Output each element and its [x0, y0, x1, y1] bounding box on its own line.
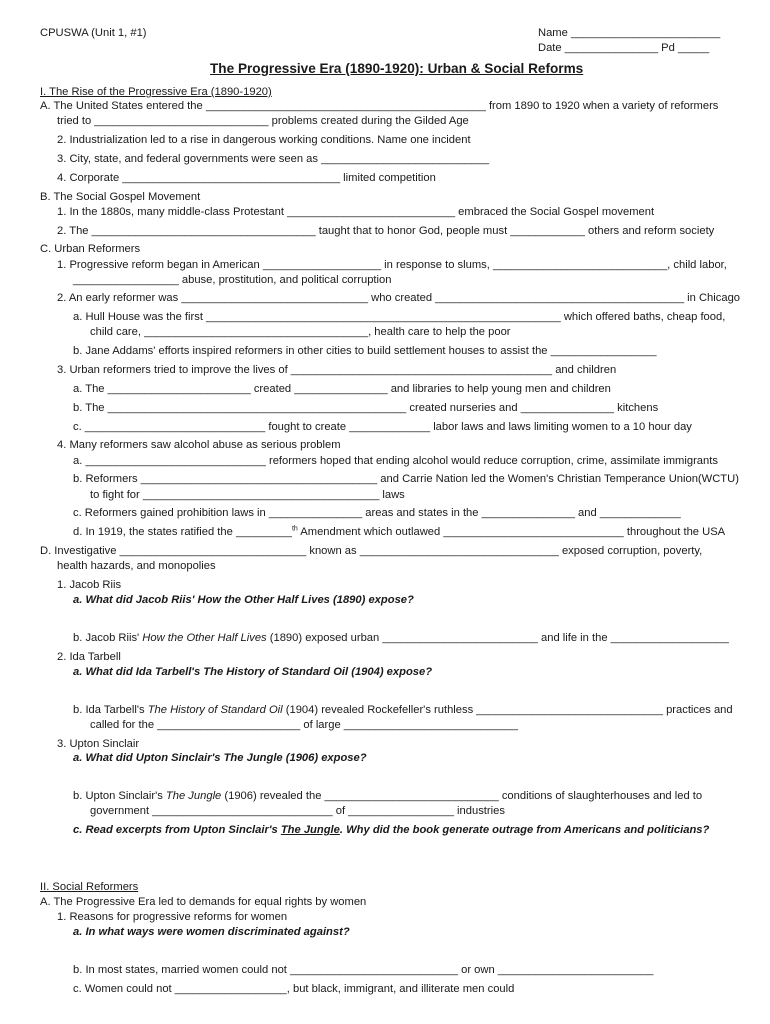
- question-line: a. What did Jacob Riis' How the Other Half Lives (1890) expose?: [73, 594, 414, 606]
- section-heading: I. The Rise of the Progressive Era (1890-1920): [40, 86, 272, 98]
- worksheet-line: D. Investigative ______________________________ known as ________________________________ exposed corruption, poverty,: [40, 545, 703, 557]
- subsection-heading: B. The Social Gospel Movement: [40, 191, 201, 203]
- worksheet-line: tried to ____________________________ problems created during the Gilded Age: [57, 115, 469, 127]
- worksheet-line: 1. In the 1880s, many middle-class Protestant ___________________________ embraced the Social Gospel movement: [57, 206, 655, 218]
- worksheet-line: 1. Reasons for progressive reforms for women: [57, 911, 288, 923]
- book-title: The History of Standard Oil: [147, 704, 283, 716]
- worksheet-line: a. _____________________________ reformers hoped that ending alcohol would reduce corruption, crime, assimilate immigrants: [73, 455, 718, 467]
- worksheet-line: a. Hull House was the first _________________________________________________________ which offered baths, cheap food,: [73, 311, 726, 323]
- worksheet-line: c. _____________________________ fought to create _____________ labor laws and laws limiting women to a 10 hour day: [73, 421, 692, 433]
- line-text: b. Ida Tarbell's: [73, 704, 148, 716]
- worksheet-line: b. The ________________________________________________ created nurseries and _______________ kitchens: [73, 402, 659, 414]
- worksheet-line: c. Women could not __________________, but black, immigrant, and illiterate men could: [73, 983, 515, 995]
- date-field[interactable]: Date _______________ Pd _____: [538, 42, 710, 54]
- worksheet-line: government _____________________________ of _________________ industries: [90, 805, 505, 817]
- worksheet-line: [73, 525, 725, 539]
- worksheet-line: 1. Progressive reform began in American ___________________ in response to slums, ____________________________, child labor,: [57, 259, 727, 271]
- worksheet-line: c. Reformers gained prohibition laws in _______________ areas and states in the _______________ and _____________: [73, 507, 681, 519]
- worksheet-line: [73, 703, 733, 717]
- worksheet-line: 1. Jacob Riis: [57, 579, 122, 591]
- question-line: a. What did Upton Sinclair's The Jungle (1906) expose?: [73, 752, 367, 764]
- worksheet-line: 3. City, state, and federal governments were seen as ___________________________: [57, 153, 490, 165]
- worksheet-line: child care, ____________________________________, health care to help the poor: [90, 326, 511, 338]
- line-text: . Why did the book generate outrage from Americans and politicians?: [339, 824, 710, 836]
- worksheet-line: b. Jane Addams' efforts inspired reformers in other cities to build settlement houses to assist the _________________: [73, 345, 657, 357]
- line-text: Amendment which outlawed _____________________________ throughout the USA: [300, 526, 726, 538]
- worksheet-line: 4. Many reformers saw alcohol abuse as serious problem: [57, 439, 341, 451]
- worksheet-line: 2. Industrialization led to a rise in dangerous working conditions. Name one incident: [57, 134, 471, 146]
- worksheet-line: health hazards, and monopolies: [57, 560, 216, 572]
- question-line: a. What did Ida Tarbell's The History of Standard Oil (1904) expose?: [73, 666, 433, 678]
- line-text: b. Upton Sinclair's: [73, 790, 166, 802]
- worksheet-line: A. The United States entered the _____________________________________________ from 1890 to 1920 when a variety of reformers: [40, 100, 719, 112]
- line-text: (1890) exposed urban _________________________ and life in the ___________________: [266, 632, 729, 644]
- worksheet-line: _________________ abuse, prostitution, and political corruption: [73, 274, 392, 286]
- worksheet-line: A. The Progressive Era led to demands for equal rights by women: [40, 896, 367, 908]
- course-label: CPUSWA (Unit 1, #1): [40, 27, 147, 39]
- book-title: The Jungle: [165, 790, 222, 802]
- line-text: c. Read excerpts from Upton Sinclair's: [73, 824, 281, 836]
- worksheet-line: 2. Ida Tarbell: [57, 651, 121, 663]
- worksheet-line: to fight for ______________________________________ laws: [90, 489, 405, 501]
- worksheet-line: 2. An early reformer was ______________________________ who created ________________________________________ in Chicago: [57, 292, 741, 304]
- worksheet-line: called for the _______________________ of large ____________________________: [90, 719, 519, 731]
- name-field[interactable]: Name ________________________: [538, 27, 721, 39]
- worksheet-line: 4. Corporate ___________________________________ limited competition: [57, 172, 436, 184]
- line-text: (1904) revealed Rockefeller's ruthless ______________________________ practices and: [282, 704, 733, 716]
- question-line: a. In what ways were women discriminated against?: [73, 926, 350, 938]
- worksheet-line: [73, 631, 729, 645]
- subsection-heading: C. Urban Reformers: [40, 243, 141, 255]
- line-text: b. Jacob Riis': [73, 632, 143, 644]
- page-title: The Progressive Era (1890-1920): Urban & Social Reforms: [210, 61, 584, 76]
- section-heading: II. Social Reformers: [40, 881, 139, 893]
- worksheet-line: b. In most states, married women could not ___________________________ or own _________________________: [73, 964, 654, 976]
- book-title: The Jungle: [280, 824, 340, 836]
- worksheet-line: b. Reformers ______________________________________ and Carrie Nation led the Women's Christian Temperance Union(WCTU): [73, 473, 739, 485]
- worksheet-line: 3. Urban reformers tried to improve the lives of __________________________________________ and children: [57, 364, 617, 376]
- superscript-th: th: [291, 525, 298, 533]
- worksheet-line: a. The _______________________ created _______________ and libraries to help young men and children: [73, 383, 611, 395]
- question-line: [73, 823, 709, 837]
- line-text: (1906) revealed the ____________________________ conditions of slaughterhouses and led to: [221, 790, 703, 802]
- worksheet-line: [73, 789, 702, 803]
- worksheet-line: 2. The ____________________________________ taught that to honor God, people must ____________ others and reform society: [57, 225, 715, 237]
- line-text: d. In 1919, the states ratified the _________: [73, 526, 292, 538]
- book-title: How the Other Half Lives: [142, 632, 267, 644]
- worksheet-line: 3. Upton Sinclair: [57, 738, 140, 750]
